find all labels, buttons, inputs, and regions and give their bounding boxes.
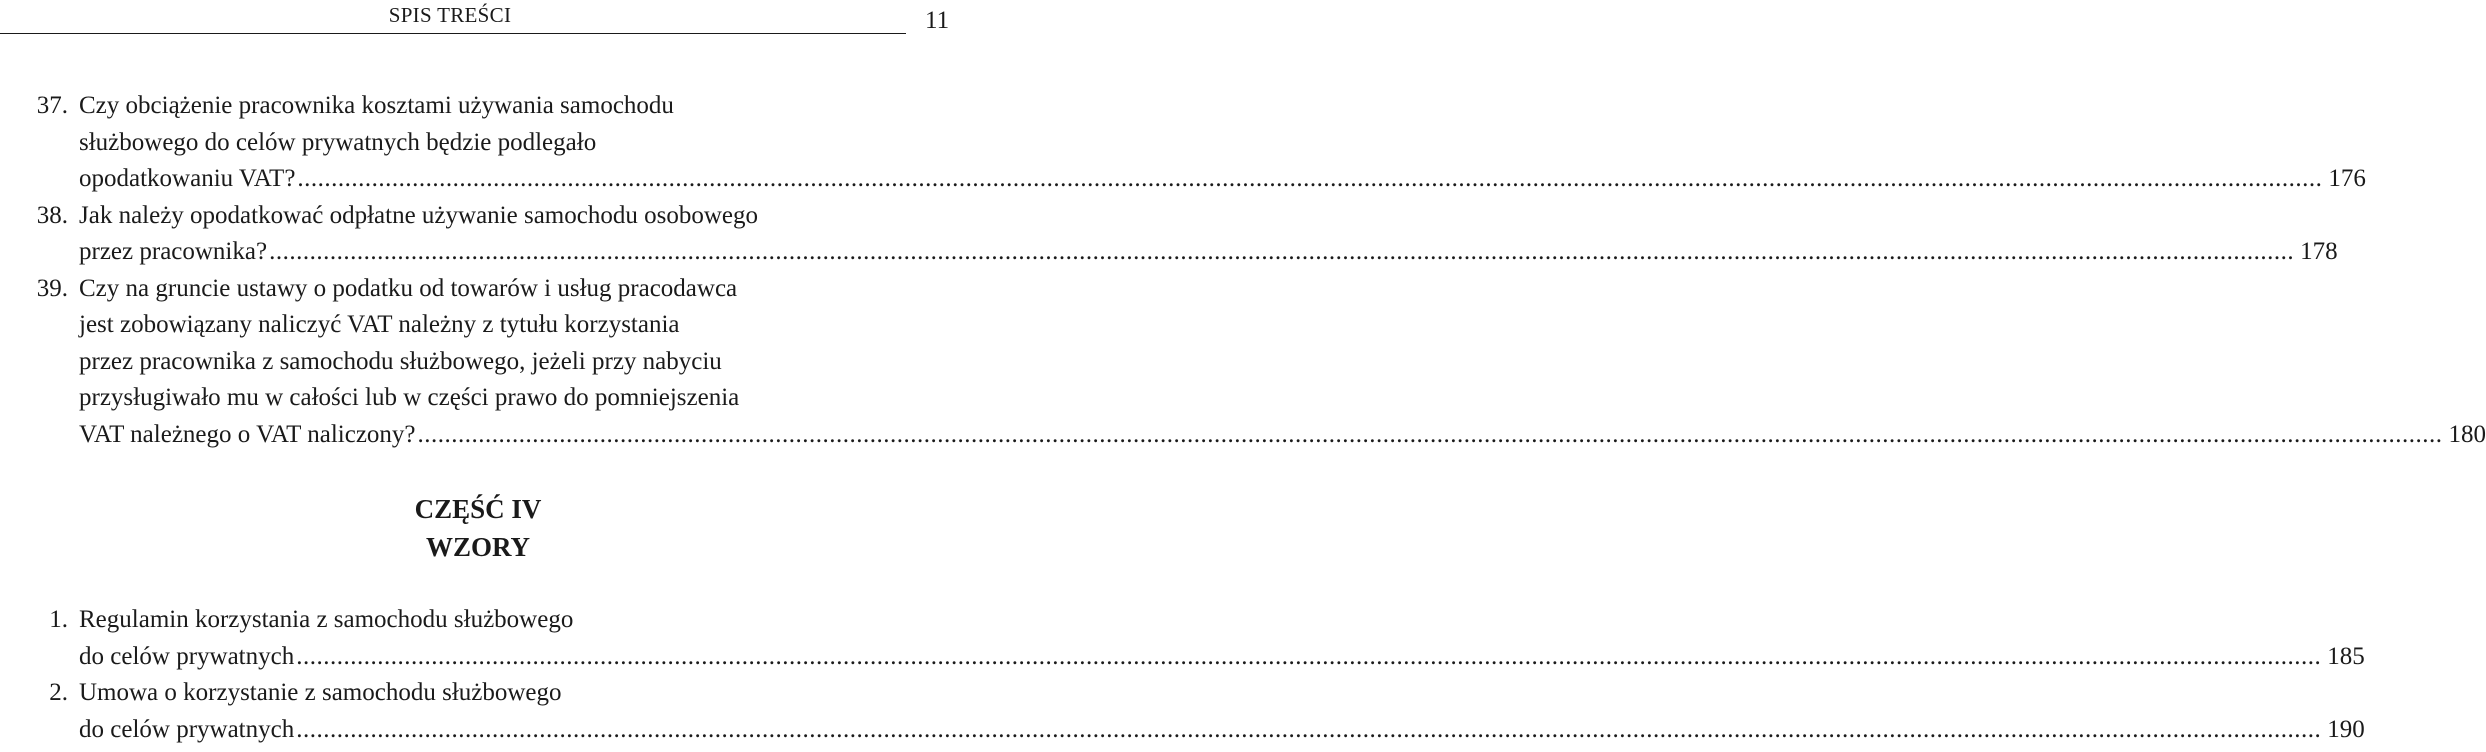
toc-entry-text-line: przez pracownika z samochodu służbowego, jeżeli przy nabyciu bbox=[79, 347, 722, 375]
part-title: CZĘŚĆ IV bbox=[414, 494, 542, 524]
toc-entry-text-line: Czy na gruncie ustawy o podatku od towarów i usług pracodawca bbox=[79, 274, 738, 302]
toc-entry-39[interactable] bbox=[0, 271, 2486, 454]
header-rule bbox=[0, 33, 906, 34]
toc-entry-2[interactable] bbox=[0, 675, 2365, 748]
part-subtitle: WZORY bbox=[425, 532, 531, 562]
dot-leader: ............................................................................................................................................................................................................................................................................................................ bbox=[417, 420, 2443, 448]
toc-entry-page: 180 bbox=[2448, 420, 2486, 448]
toc-entry-page: 185 bbox=[2327, 642, 2365, 670]
toc-entry-number: 2. bbox=[49, 679, 68, 706]
dot-leader: ............................................................................................................................................................................................................................................................................................................ bbox=[296, 715, 2322, 743]
page-number: 11 bbox=[925, 7, 950, 34]
toc-entry-37[interactable] bbox=[0, 88, 2366, 198]
toc-list-part-4 bbox=[0, 602, 2365, 748]
toc-entry-text-line: jest zobowiązany naliczyć VAT należny z tytułu korzystania bbox=[79, 311, 680, 338]
toc-entry-number: 39. bbox=[36, 274, 68, 302]
toc-entry-text-line: VAT należnego o VAT naliczony? bbox=[79, 420, 416, 448]
toc-entry-text-line: do celów prywatnych bbox=[79, 715, 295, 743]
toc-entry-page: 178 bbox=[2300, 238, 2338, 265]
toc-list-part-3 bbox=[0, 88, 2486, 453]
toc-entry-number: 37. bbox=[36, 92, 68, 119]
toc-entry-text-line: Czy obciążenie pracownika kosztami używania samochodu bbox=[79, 92, 674, 119]
running-header bbox=[0, 0, 960, 40]
header-title: SPIS TREŚCI bbox=[388, 3, 512, 27]
toc-entry-page: 190 bbox=[2327, 715, 2365, 743]
toc-entry-text-line: przysługiwało mu w całości lub w części prawo do pomniejszenia bbox=[79, 384, 740, 411]
toc-entry-page: 176 bbox=[2328, 165, 2366, 192]
part-heading bbox=[0, 490, 960, 566]
toc-entry-text-line: przez pracownika? bbox=[79, 238, 268, 265]
dot-leader: ............................................................................................................................................................................................................................................................................................................ bbox=[296, 642, 2322, 670]
toc-entry-38[interactable] bbox=[0, 198, 2338, 271]
dot-leader: ............................................................................................................................................................................................................................................................................................................ bbox=[269, 238, 2295, 265]
toc-entry-text-line: Regulamin korzystania z samochodu służbowego bbox=[79, 606, 574, 633]
toc-entry-number: 1. bbox=[49, 606, 68, 633]
toc-entry-text-line: Umowa o korzystanie z samochodu służbowego bbox=[79, 679, 562, 706]
dot-leader: ............................................................................................................................................................................................................................................................................................................ bbox=[297, 165, 2323, 192]
toc-entry-1[interactable] bbox=[0, 602, 2365, 675]
toc-entry-text-line: służbowego do celów prywatnych będzie podlegało bbox=[79, 128, 597, 156]
toc-entry-text-line: do celów prywatnych bbox=[79, 642, 295, 670]
toc-entry-number: 38. bbox=[36, 201, 68, 229]
toc-entry-text-line: Jak należy opodatkować odpłatne używanie samochodu osobowego bbox=[79, 201, 758, 229]
toc-entry-text-line: opodatkowaniu VAT? bbox=[79, 165, 296, 192]
